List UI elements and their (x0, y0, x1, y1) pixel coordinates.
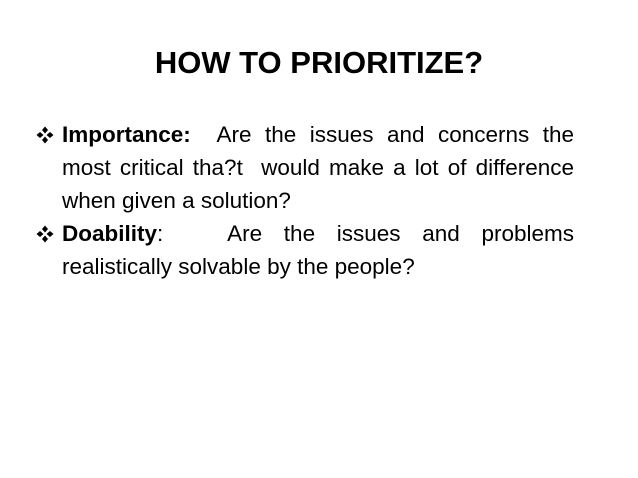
bullet-item-importance (36, 118, 581, 217)
bullet-term: Doability (62, 221, 158, 246)
bullet-text: Are the issues and problems realistically solvable by the people? (62, 221, 581, 279)
bullet-text: Are the issues and concerns the most critical tha?t would make a lot of difference when given a solution? (62, 122, 581, 213)
bullet-list (36, 118, 581, 283)
bullet-separator: : (157, 221, 164, 246)
bullet-item-doability (36, 217, 581, 283)
four-diamond-bullet-icon (36, 225, 54, 243)
bullet-term: Importance: (62, 122, 191, 147)
four-diamond-bullet-icon (36, 126, 54, 144)
slide-title: HOW TO PRIORITIZE? (154, 45, 484, 80)
